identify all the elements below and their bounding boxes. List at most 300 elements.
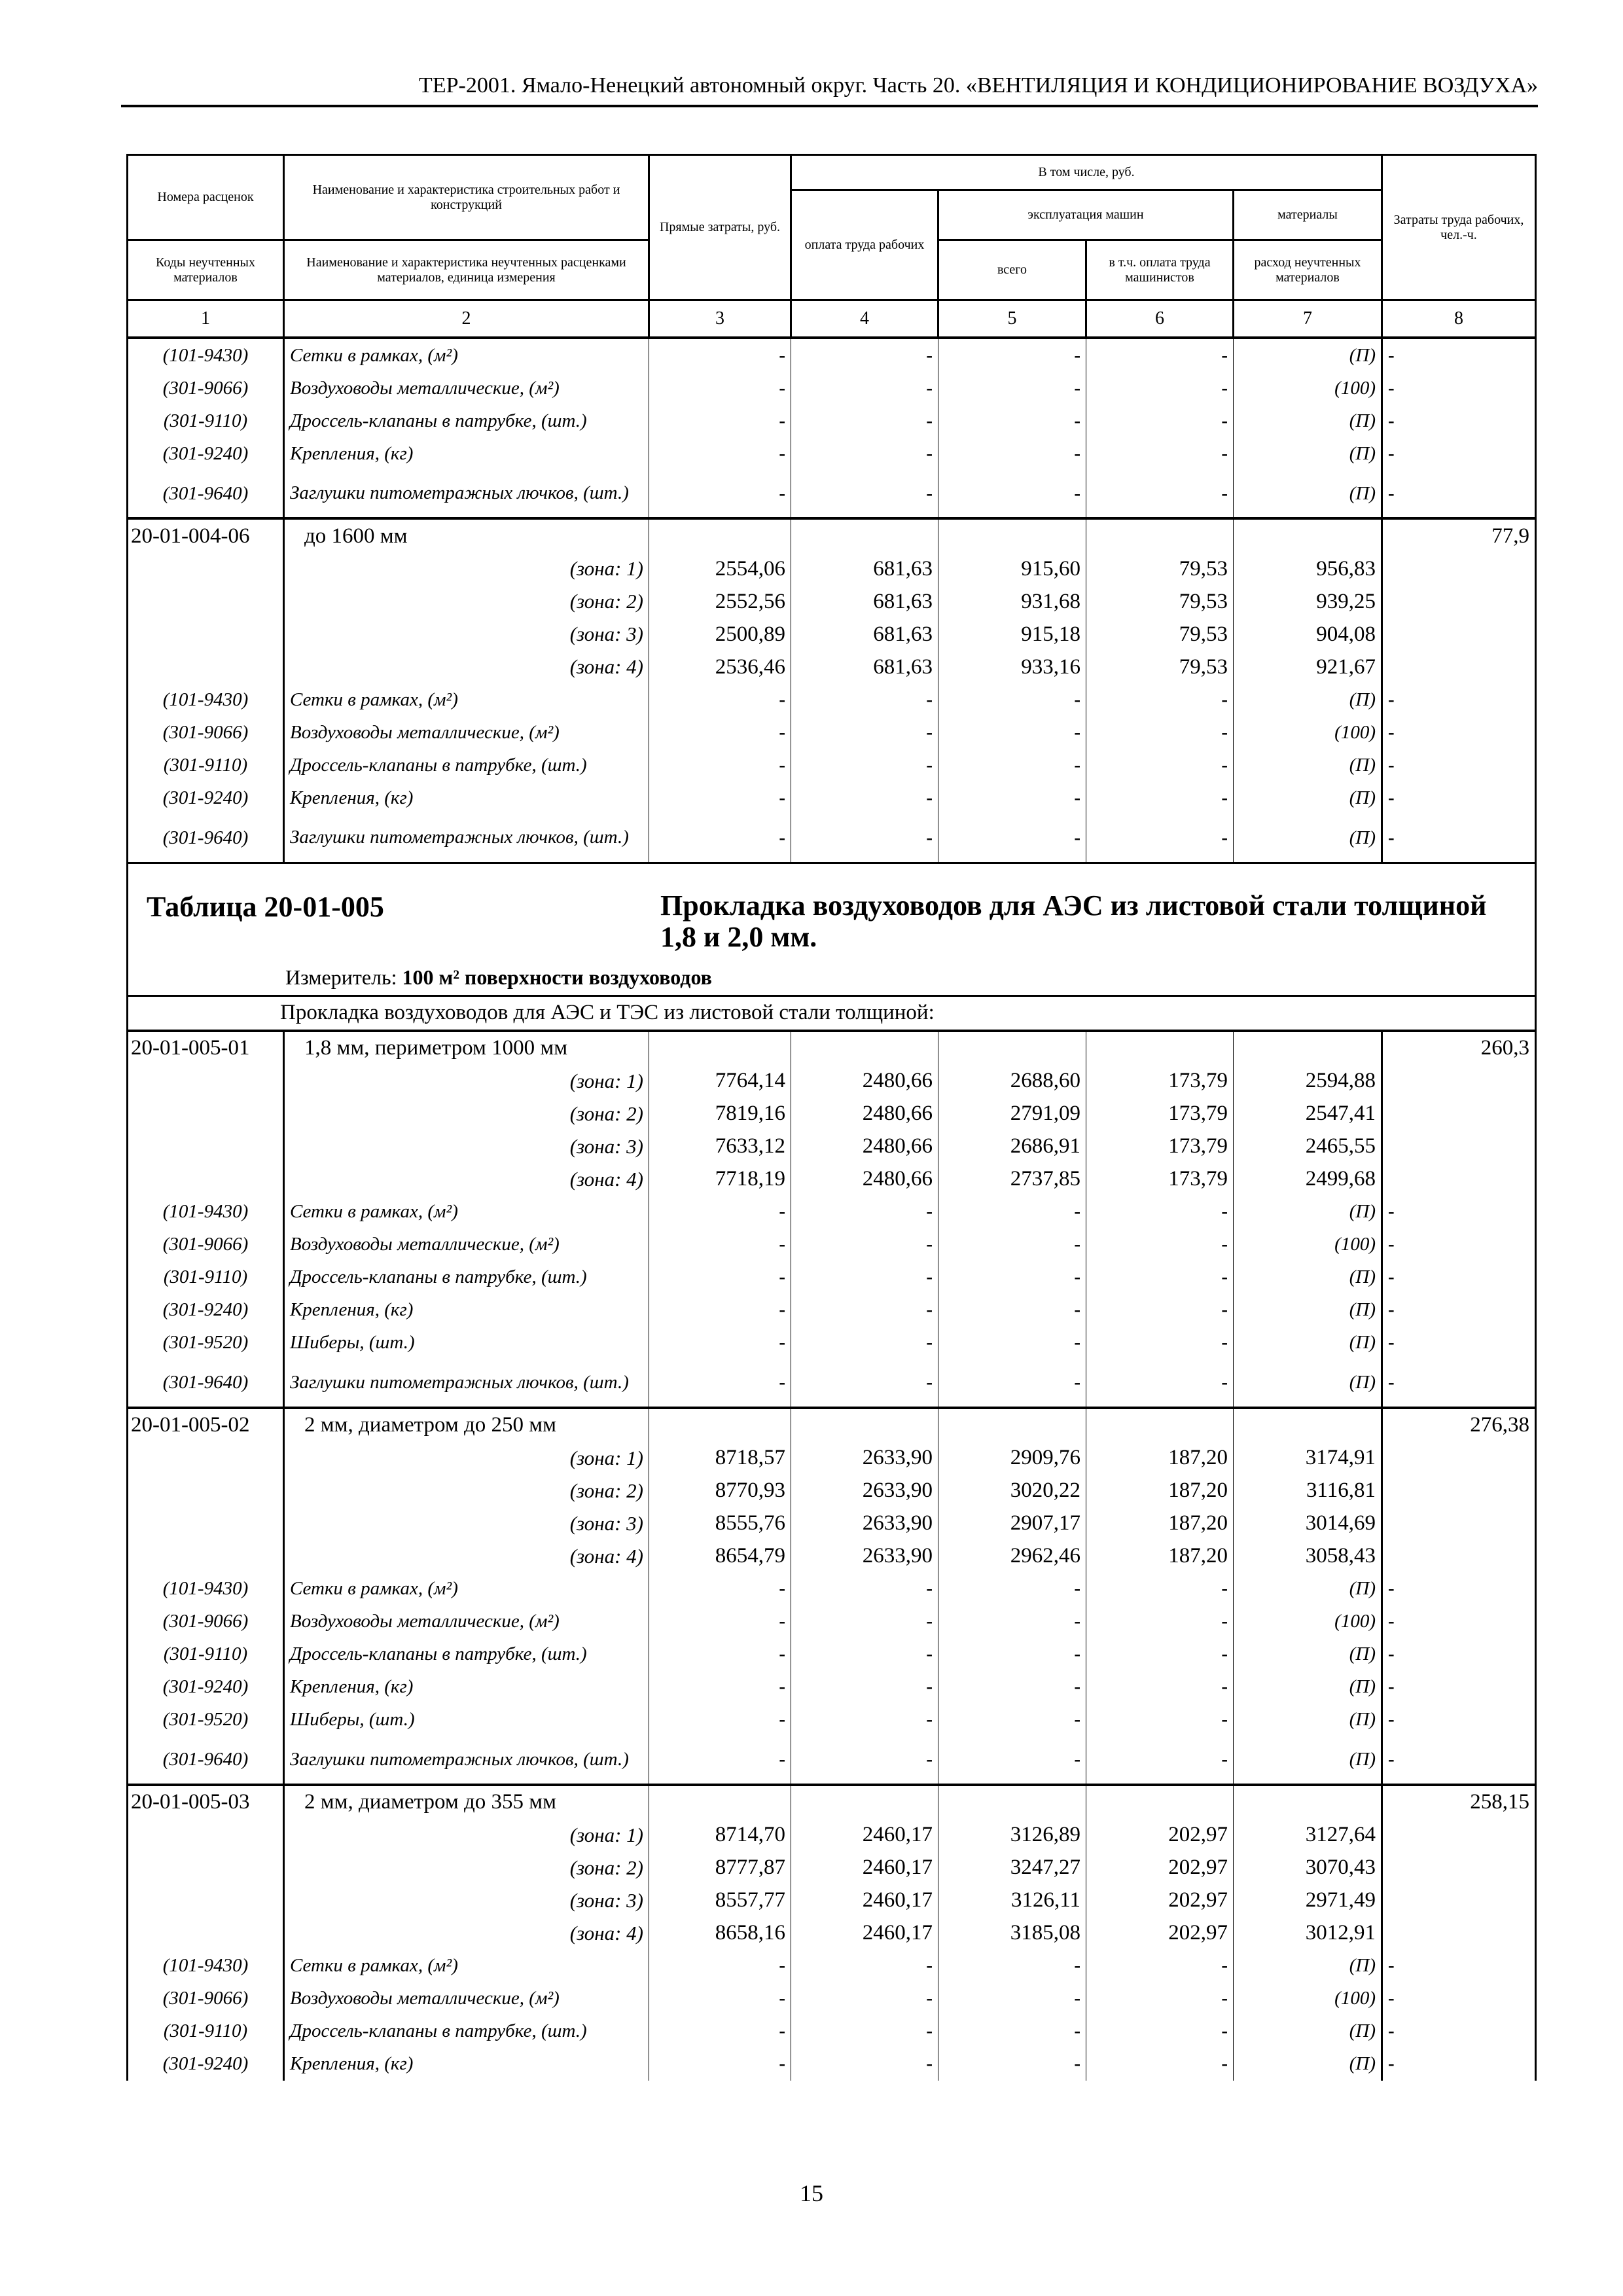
material-row	[128, 781, 1536, 814]
worker-pay-cell: -	[791, 1294, 938, 1327]
table-number: Таблица 20-01-005	[147, 890, 384, 923]
labor-cost-value: 258,15	[1382, 1785, 1536, 1819]
zone-label: (зона: 1)	[284, 1819, 649, 1852]
direct-costs-cell: -	[649, 1704, 791, 1736]
col-number-4: 4	[791, 300, 938, 338]
rate-row	[128, 1408, 1536, 1442]
worker-pay-cell: -	[791, 372, 938, 404]
machines-total-cell: -	[938, 749, 1086, 781]
worker-pay-value: 681,63	[791, 552, 938, 585]
empty-cell	[128, 1475, 284, 1507]
zone-row	[128, 1884, 1536, 1917]
worker-pay-value: 2633,90	[791, 1442, 938, 1475]
worker-pay-cell: -	[791, 338, 938, 372]
material-qty-cell: (100)	[1234, 716, 1382, 749]
labor-cost-cell: -	[1382, 1950, 1536, 1982]
labor-cost-cell: -	[1382, 2015, 1536, 2048]
zone-row	[128, 618, 1536, 651]
machines-total-value: 3126,89	[938, 1819, 1086, 1852]
labor-cost-value: 260,3	[1382, 1031, 1536, 1065]
zone-row	[128, 1098, 1536, 1130]
machines-total-cell: -	[938, 1294, 1086, 1327]
empty-cell	[1086, 1408, 1234, 1442]
direct-costs-cell: -	[649, 814, 791, 863]
material-name: Заглушки питометражных лючков, (шт.)	[284, 1359, 649, 1408]
material-code: (301-9240)	[128, 1294, 284, 1327]
direct-costs-cell: -	[649, 683, 791, 716]
header-unaccounted-materials: расход неучтенных материалов	[1234, 240, 1382, 300]
material-qty-cell: (П)	[1234, 683, 1382, 716]
table-subheading-row	[128, 996, 1536, 1031]
material-qty-cell: (100)	[1234, 1229, 1382, 1261]
materials-value: 939,25	[1234, 585, 1382, 618]
rate-name: до 1600 мм	[284, 518, 649, 552]
machinist-pay-cell: -	[1086, 1704, 1234, 1736]
zone-label: (зона: 1)	[284, 1065, 649, 1098]
material-code: (301-9110)	[128, 1261, 284, 1294]
materials-value: 3012,91	[1234, 1917, 1382, 1950]
empty-cell	[128, 1098, 284, 1130]
empty-cell	[1382, 1130, 1536, 1163]
empty-cell	[128, 1065, 284, 1098]
direct-costs-cell: -	[649, 1327, 791, 1359]
empty-cell	[1382, 1507, 1536, 1540]
rate-row	[128, 1031, 1536, 1065]
zone-label: (зона: 3)	[284, 1507, 649, 1540]
material-row	[128, 1359, 1536, 1408]
direct-costs-cell: -	[649, 2048, 791, 2081]
header-rate-numbers: Номера расценок	[128, 155, 284, 240]
measure	[285, 965, 712, 990]
material-qty-cell: (П)	[1234, 338, 1382, 372]
materials-value: 2594,88	[1234, 1065, 1382, 1098]
direct-costs-cell: -	[649, 1638, 791, 1671]
material-name: Сетки в рамках, (м²)	[284, 683, 649, 716]
material-row	[128, 1261, 1536, 1294]
machinist-pay-cell: -	[1086, 1359, 1234, 1408]
direct-costs-value: 2536,46	[649, 651, 791, 683]
material-row	[128, 749, 1536, 781]
direct-costs-cell: -	[649, 1359, 791, 1408]
material-name: Дроссель-клапаны в патрубке, (шт.)	[284, 2015, 649, 2048]
worker-pay-value: 2633,90	[791, 1475, 938, 1507]
machinist-pay-value: 79,53	[1086, 618, 1234, 651]
machines-total-cell: -	[938, 1638, 1086, 1671]
empty-cell	[649, 1031, 791, 1065]
labor-cost-cell: -	[1382, 1736, 1536, 1785]
machines-total-cell: -	[938, 338, 1086, 372]
material-row	[128, 372, 1536, 404]
labor-cost-cell: -	[1382, 1294, 1536, 1327]
header-machines-total: всего	[938, 240, 1086, 300]
machines-total-cell: -	[938, 1605, 1086, 1638]
labor-cost-cell: -	[1382, 1327, 1536, 1359]
empty-cell	[1382, 552, 1536, 585]
empty-cell	[128, 651, 284, 683]
table-header	[128, 155, 1536, 338]
labor-cost-cell: -	[1382, 1704, 1536, 1736]
measure-label: Измеритель:	[285, 965, 397, 989]
material-row	[128, 1950, 1536, 1982]
machinist-pay-cell: -	[1086, 1950, 1234, 1982]
worker-pay-cell: -	[791, 716, 938, 749]
machinist-pay-value: 187,20	[1086, 1507, 1234, 1540]
material-row	[128, 1196, 1536, 1229]
direct-costs-cell: -	[649, 1736, 791, 1785]
direct-costs-value: 2554,06	[649, 552, 791, 585]
header-machines-group: эксплуатация машин	[938, 190, 1234, 240]
material-row	[128, 683, 1536, 716]
material-code: (301-9240)	[128, 1671, 284, 1704]
labor-cost-value: 77,9	[1382, 518, 1536, 552]
machinist-pay-cell: -	[1086, 2015, 1234, 2048]
machines-total-value: 2791,09	[938, 1098, 1086, 1130]
machinist-pay-value: 202,97	[1086, 1884, 1234, 1917]
labor-cost-cell: -	[1382, 470, 1536, 518]
material-code: (301-9240)	[128, 2048, 284, 2081]
header-direct-costs: Прямые затраты, руб.	[649, 155, 791, 300]
machines-total-cell: -	[938, 1261, 1086, 1294]
material-qty-cell: (П)	[1234, 1704, 1382, 1736]
page-header	[121, 71, 1538, 107]
empty-cell	[128, 1540, 284, 1573]
machinist-pay-cell: -	[1086, 716, 1234, 749]
labor-cost-cell: -	[1382, 814, 1536, 863]
materials-value: 2547,41	[1234, 1098, 1382, 1130]
machinist-pay-cell: -	[1086, 404, 1234, 437]
material-row	[128, 1736, 1536, 1785]
worker-pay-cell: -	[791, 470, 938, 518]
empty-cell	[1382, 1065, 1536, 1098]
labor-cost-cell: -	[1382, 716, 1536, 749]
worker-pay-cell: -	[791, 1196, 938, 1229]
material-qty-cell: (100)	[1234, 1982, 1382, 2015]
rate-name: 2 мм, диаметром до 355 мм	[284, 1785, 649, 1819]
empty-cell	[938, 1408, 1086, 1442]
machinist-pay-value: 173,79	[1086, 1098, 1234, 1130]
material-name: Заглушки питометражных лючков, (шт.)	[284, 814, 649, 863]
machines-total-value: 2909,76	[938, 1442, 1086, 1475]
labor-cost-cell: -	[1382, 749, 1536, 781]
material-row	[128, 437, 1536, 470]
machines-total-value: 915,18	[938, 618, 1086, 651]
worker-pay-value: 2460,17	[791, 1819, 938, 1852]
empty-cell	[1382, 1884, 1536, 1917]
material-row	[128, 1671, 1536, 1704]
worker-pay-cell: -	[791, 404, 938, 437]
machines-total-cell: -	[938, 1704, 1086, 1736]
material-code: (301-9066)	[128, 372, 284, 404]
machinist-pay-value: 202,97	[1086, 1819, 1234, 1852]
header-worker-pay: оплата труда рабочих	[791, 190, 938, 300]
machines-total-value: 3247,27	[938, 1852, 1086, 1884]
zone-label: (зона: 3)	[284, 618, 649, 651]
machinist-pay-cell: -	[1086, 1736, 1234, 1785]
material-code: (301-9066)	[128, 1605, 284, 1638]
machinist-pay-cell: -	[1086, 1982, 1234, 2015]
material-name: Шиберы, (шт.)	[284, 1327, 649, 1359]
material-row	[128, 2048, 1536, 2081]
worker-pay-value: 2480,66	[791, 1065, 938, 1098]
table-subheading: Прокладка воздуховодов для АЭС и ТЭС из листовой стали толщиной:	[128, 996, 1536, 1031]
material-code: (301-9640)	[128, 470, 284, 518]
direct-costs-value: 8654,79	[649, 1540, 791, 1573]
material-row	[128, 1294, 1536, 1327]
machinist-pay-cell: -	[1086, 1196, 1234, 1229]
direct-costs-cell: -	[649, 470, 791, 518]
material-qty-cell: (100)	[1234, 1605, 1382, 1638]
machines-total-cell: -	[938, 1359, 1086, 1408]
material-qty-cell: (П)	[1234, 1327, 1382, 1359]
machines-total-cell: -	[938, 683, 1086, 716]
machines-total-cell: -	[938, 1736, 1086, 1785]
material-name: Крепления, (кг)	[284, 2048, 649, 2081]
machines-total-cell: -	[938, 716, 1086, 749]
zone-row	[128, 1917, 1536, 1950]
page-header-title: ТЕР-2001. Ямало-Ненецкий автономный округ. Часть 20. «ВЕНТИЛЯЦИЯ И КОНДИЦИОНИРОВАНИЕ ВОЗДУХА»	[419, 73, 1538, 98]
zone-row	[128, 651, 1536, 683]
material-qty-cell: (П)	[1234, 749, 1382, 781]
direct-costs-value: 7718,19	[649, 1163, 791, 1196]
empty-cell	[1382, 585, 1536, 618]
material-code: (301-9110)	[128, 1638, 284, 1671]
material-name: Крепления, (кг)	[284, 781, 649, 814]
labor-cost-cell: -	[1382, 1573, 1536, 1605]
zone-row	[128, 1475, 1536, 1507]
rate-row	[128, 1785, 1536, 1819]
material-qty-cell: (П)	[1234, 1196, 1382, 1229]
material-qty-cell: (П)	[1234, 1671, 1382, 1704]
machines-total-value: 2737,85	[938, 1163, 1086, 1196]
zone-row	[128, 1065, 1536, 1098]
worker-pay-value: 2480,66	[791, 1163, 938, 1196]
machinist-pay-cell: -	[1086, 1294, 1234, 1327]
machines-total-cell: -	[938, 1982, 1086, 2015]
rate-code: 20-01-005-01	[128, 1031, 284, 1065]
empty-cell	[1382, 1098, 1536, 1130]
material-name: Крепления, (кг)	[284, 1671, 649, 1704]
empty-cell	[128, 618, 284, 651]
zone-label: (зона: 2)	[284, 1475, 649, 1507]
materials-value: 3174,91	[1234, 1442, 1382, 1475]
machinist-pay-cell: -	[1086, 683, 1234, 716]
material-name: Воздуховоды металлические, (м²)	[284, 716, 649, 749]
materials-value: 2971,49	[1234, 1884, 1382, 1917]
direct-costs-cell: -	[649, 372, 791, 404]
header-material-codes: Коды неучтенных материалов	[128, 240, 284, 300]
empty-cell	[1234, 1408, 1382, 1442]
header-labor-costs: Затраты труда рабочих, чел.-ч.	[1382, 155, 1536, 300]
machinist-pay-cell: -	[1086, 1573, 1234, 1605]
worker-pay-value: 681,63	[791, 618, 938, 651]
direct-costs-value: 8770,93	[649, 1475, 791, 1507]
zone-row	[128, 1819, 1536, 1852]
materials-value: 904,08	[1234, 618, 1382, 651]
col-number-6: 6	[1086, 300, 1234, 338]
machinist-pay-cell: -	[1086, 814, 1234, 863]
col-number-3: 3	[649, 300, 791, 338]
material-code: (301-9520)	[128, 1704, 284, 1736]
empty-cell	[128, 1507, 284, 1540]
material-code: (301-9640)	[128, 1359, 284, 1408]
worker-pay-cell: -	[791, 1982, 938, 2015]
machines-total-value: 3126,11	[938, 1884, 1086, 1917]
col-number-7: 7	[1234, 300, 1382, 338]
machinist-pay-cell: -	[1086, 437, 1234, 470]
worker-pay-cell: -	[791, 1638, 938, 1671]
labor-cost-cell: -	[1382, 404, 1536, 437]
zone-label: (зона: 4)	[284, 1917, 649, 1950]
material-code: (101-9430)	[128, 338, 284, 372]
machinist-pay-value: 202,97	[1086, 1917, 1234, 1950]
direct-costs-cell: -	[649, 1229, 791, 1261]
empty-cell	[128, 1819, 284, 1852]
machines-total-value: 915,60	[938, 552, 1086, 585]
worker-pay-cell: -	[791, 1359, 938, 1408]
direct-costs-cell: -	[649, 716, 791, 749]
empty-cell	[938, 1785, 1086, 1819]
empty-cell	[128, 1163, 284, 1196]
direct-costs-cell: -	[649, 1950, 791, 1982]
materials-value: 3127,64	[1234, 1819, 1382, 1852]
header-machinist-pay: в т.ч. оплата труда машинистов	[1086, 240, 1234, 300]
machinist-pay-value: 79,53	[1086, 552, 1234, 585]
labor-cost-cell: -	[1382, 1982, 1536, 2015]
direct-costs-cell: -	[649, 1261, 791, 1294]
material-row	[128, 1982, 1536, 2015]
labor-cost-cell: -	[1382, 372, 1536, 404]
zone-label: (зона: 1)	[284, 552, 649, 585]
material-code: (301-9640)	[128, 814, 284, 863]
zone-label: (зона: 3)	[284, 1130, 649, 1163]
material-code: (301-9110)	[128, 2015, 284, 2048]
col-number-1: 1	[128, 300, 284, 338]
materials-value: 3014,69	[1234, 1507, 1382, 1540]
empty-cell	[938, 1031, 1086, 1065]
direct-costs-value: 8557,77	[649, 1884, 791, 1917]
machinist-pay-cell: -	[1086, 1229, 1234, 1261]
direct-costs-cell: -	[649, 404, 791, 437]
worker-pay-cell: -	[791, 2048, 938, 2081]
zone-row	[128, 552, 1536, 585]
worker-pay-cell: -	[791, 1573, 938, 1605]
machinist-pay-cell: -	[1086, 1261, 1234, 1294]
empty-cell	[938, 518, 1086, 552]
header-work-name: Наименование и характеристика строительных работ и конструкций	[284, 155, 649, 240]
material-row	[128, 2015, 1536, 2048]
direct-costs-cell: -	[649, 437, 791, 470]
empty-cell	[1382, 1475, 1536, 1507]
material-row	[128, 1605, 1536, 1638]
direct-costs-value: 7633,12	[649, 1130, 791, 1163]
direct-costs-value: 7819,16	[649, 1098, 791, 1130]
empty-cell	[791, 1785, 938, 1819]
empty-cell	[1086, 1785, 1234, 1819]
machinist-pay-value: 173,79	[1086, 1163, 1234, 1196]
empty-cell	[128, 1442, 284, 1475]
zone-label: (зона: 1)	[284, 1442, 649, 1475]
machinist-pay-cell: -	[1086, 749, 1234, 781]
header-materials-group: материалы	[1234, 190, 1382, 240]
materials-value: 3058,43	[1234, 1540, 1382, 1573]
zone-label: (зона: 4)	[284, 1163, 649, 1196]
section-title-cell	[128, 863, 1536, 996]
material-name: Крепления, (кг)	[284, 1294, 649, 1327]
section-title-block	[134, 864, 1529, 995]
material-name: Крепления, (кг)	[284, 437, 649, 470]
header-including-group: В том числе, руб.	[791, 155, 1382, 190]
material-code: (301-9066)	[128, 716, 284, 749]
rate-code: 20-01-004-06	[128, 518, 284, 552]
empty-cell	[1086, 1031, 1234, 1065]
machines-total-cell: -	[938, 1196, 1086, 1229]
machines-total-value: 2686,91	[938, 1130, 1086, 1163]
machinist-pay-cell: -	[1086, 1671, 1234, 1704]
rate-name: 2 мм, диаметром до 250 мм	[284, 1408, 649, 1442]
direct-costs-value: 8777,87	[649, 1852, 791, 1884]
machines-total-cell: -	[938, 1671, 1086, 1704]
empty-cell	[791, 1031, 938, 1065]
material-name: Заглушки питометражных лючков, (шт.)	[284, 470, 649, 518]
rate-name: 1,8 мм, периметром 1000 мм	[284, 1031, 649, 1065]
material-qty-cell: (П)	[1234, 1638, 1382, 1671]
direct-costs-value: 2552,56	[649, 585, 791, 618]
direct-costs-cell: -	[649, 1605, 791, 1638]
worker-pay-cell: -	[791, 1704, 938, 1736]
material-row	[128, 1229, 1536, 1261]
material-qty-cell: (П)	[1234, 2048, 1382, 2081]
page-number: 15	[800, 2180, 823, 2206]
empty-cell	[1382, 1852, 1536, 1884]
empty-cell	[791, 1408, 938, 1442]
material-code: (101-9430)	[128, 1573, 284, 1605]
worker-pay-cell: -	[791, 1736, 938, 1785]
empty-cell	[1382, 1163, 1536, 1196]
worker-pay-cell: -	[791, 814, 938, 863]
direct-costs-value: 2500,89	[649, 618, 791, 651]
empty-cell	[1382, 618, 1536, 651]
zone-label: (зона: 4)	[284, 1540, 649, 1573]
material-code: (301-9110)	[128, 749, 284, 781]
machines-total-value: 933,16	[938, 651, 1086, 683]
material-name: Воздуховоды металлические, (м²)	[284, 1605, 649, 1638]
material-name: Сетки в рамках, (м²)	[284, 338, 649, 372]
labor-cost-cell: -	[1382, 1229, 1536, 1261]
worker-pay-cell: -	[791, 1229, 938, 1261]
material-code: (301-9066)	[128, 1229, 284, 1261]
direct-costs-cell: -	[649, 1671, 791, 1704]
labor-cost-cell: -	[1382, 1359, 1536, 1408]
machinist-pay-value: 173,79	[1086, 1065, 1234, 1098]
zone-row	[128, 1130, 1536, 1163]
machinist-pay-value: 187,20	[1086, 1475, 1234, 1507]
machines-total-value: 3020,22	[938, 1475, 1086, 1507]
worker-pay-value: 2480,66	[791, 1098, 938, 1130]
machinist-pay-value: 173,79	[1086, 1130, 1234, 1163]
material-qty-cell: (П)	[1234, 814, 1382, 863]
labor-cost-cell: -	[1382, 1638, 1536, 1671]
zone-row	[128, 1507, 1536, 1540]
material-name: Сетки в рамках, (м²)	[284, 1196, 649, 1229]
direct-costs-value: 8714,70	[649, 1819, 791, 1852]
material-row	[128, 1638, 1536, 1671]
machines-total-cell: -	[938, 1950, 1086, 1982]
material-qty-cell: (П)	[1234, 404, 1382, 437]
empty-cell	[649, 1785, 791, 1819]
materials-value: 2499,68	[1234, 1163, 1382, 1196]
machines-total-value: 2962,46	[938, 1540, 1086, 1573]
material-name: Шиберы, (шт.)	[284, 1704, 649, 1736]
